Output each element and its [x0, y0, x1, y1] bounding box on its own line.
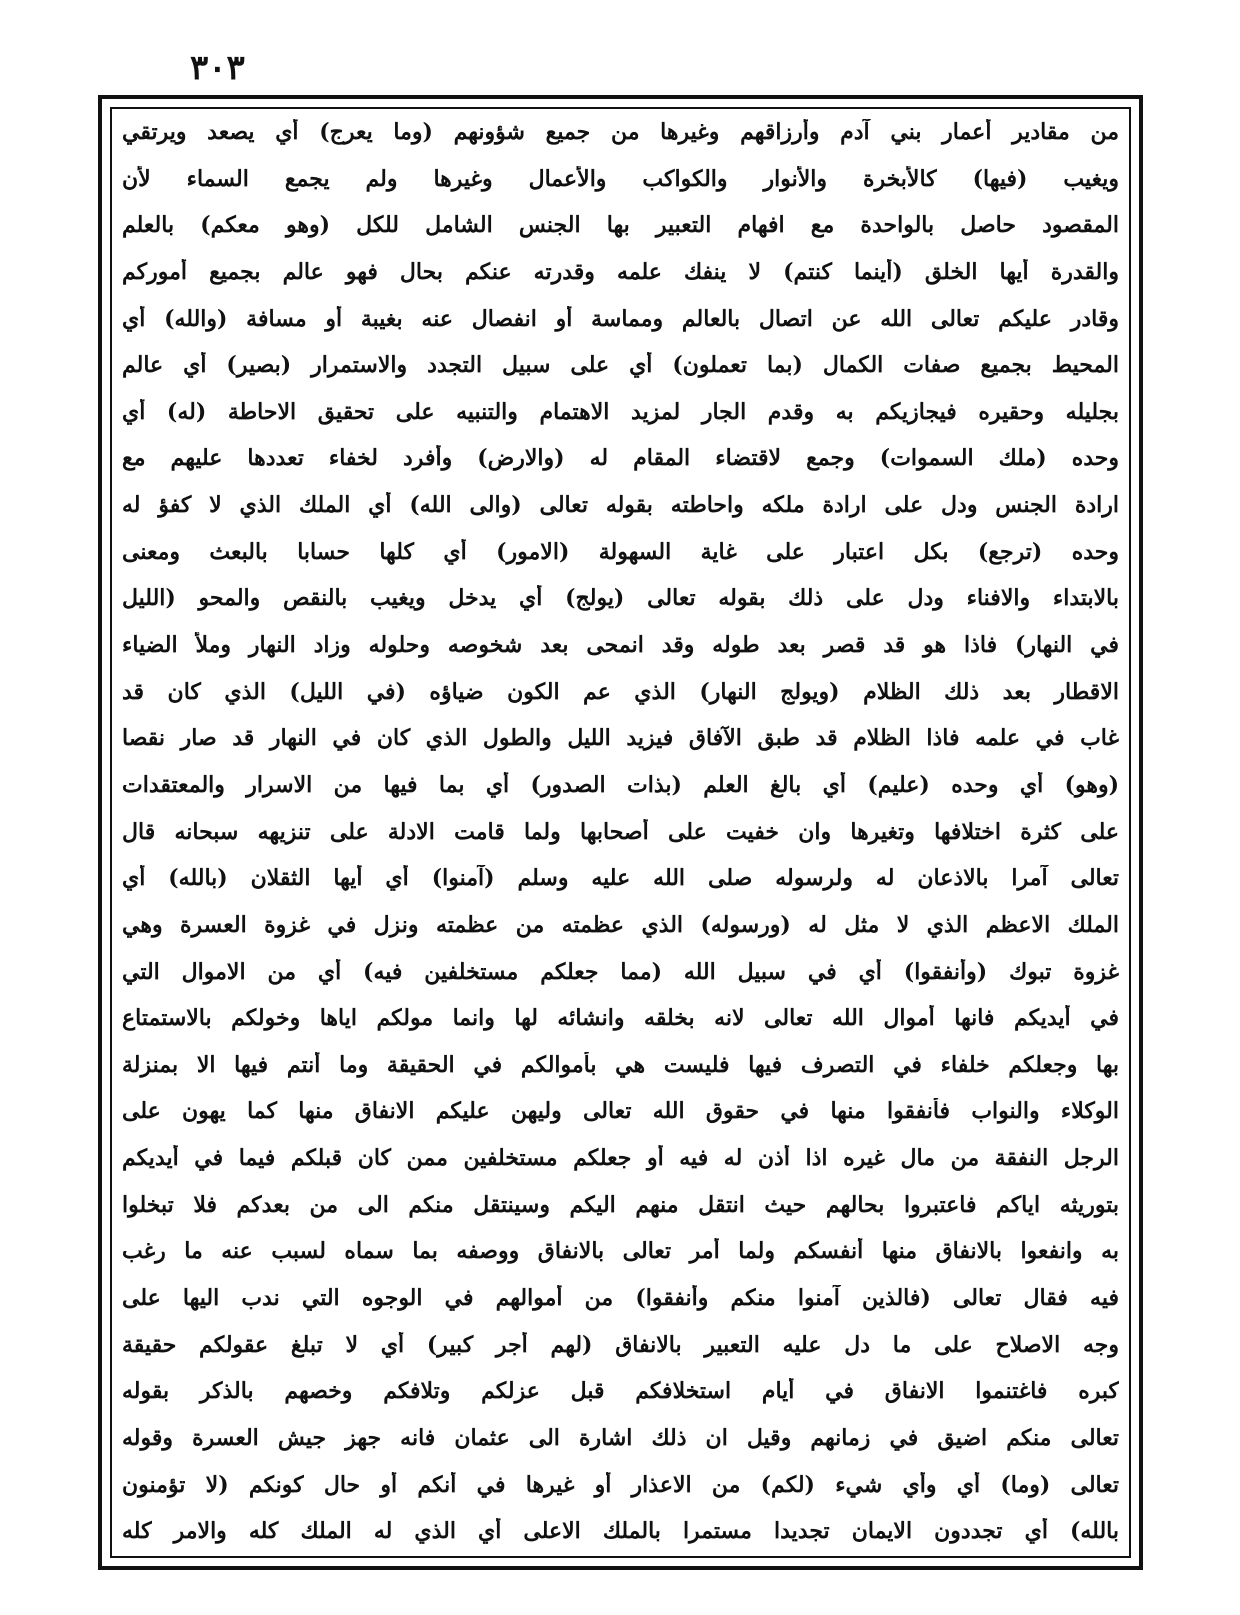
text-line: الرجل النفقة من مال غيره اذا أذن له فيه أو جعلكم مستخلفين ممن كان قبلكم فيما في أيديكم	[122, 1145, 1119, 1172]
text-line: وجه الاصلاح على ما دل عليه التعبير بالانفاق (لهم أجر كبير) أي لا تبلغ عقولكم حقيقة	[122, 1331, 1119, 1358]
text-line: وحده (ترجع) بكل اعتبار على غاية السهولة (الامور) أي كلها حسابا بالبعث ومعنى	[122, 538, 1119, 565]
text-line: بجليله وحقيره فيجازيكم به وقدم الجار لمزيد الاهتمام والتنبيه على تحقيق الاحاطة (له) أي	[122, 398, 1119, 425]
text-line: من مقادير أعمار بني آدم وأرزاقهم وغيرها من جميع شؤونهم (وما يعرج) أي يصعد ويرتقي	[122, 119, 1119, 145]
text-line: تعالى آمرا بالاذعان له ولرسوله صلى الله عليه وسلم (آمنوا) أي أيها الثقلان (بالله) أي	[122, 865, 1119, 892]
text-line: تعالى (وما) أي وأي شيء (لكم) من الاعذار أو غيرها في أنكم أو حال كونكم (لا تؤمنون	[122, 1471, 1119, 1498]
page-number: ٣٠٣	[190, 48, 245, 88]
text-line: الوكلاء والنواب فأنفقوا منها في حقوق الله تعالى وليهن عليكم الانفاق منها كما يهون على	[122, 1098, 1119, 1125]
text-line: على كثرة اختلافها وتغيرها وان خفيت على أصحابها ولما قامت الادلة على تنزيهه سبحانه قال	[122, 818, 1119, 845]
text-line: المقصود حاصل بالواحدة مع افهام التعبير بها الجنس الشامل للكل (وهو معكم) بالعلم	[122, 212, 1119, 239]
text-line: بالله) أي تجددون الايمان تجديدا مستمرا بالملك الاعلى أي الذي له الملك كله والامر كله	[122, 1518, 1119, 1545]
text-line: الاقطار بعد ذلك الظلام (ويولج النهار) الذي عم الكون ضياؤه (في الليل) الذي كان قد	[122, 678, 1119, 705]
text-line: بالابتداء والافناء ودل على ذلك بقوله تعالى (يولج) أي يدخل ويغيب بالنقص والمحو (الليل	[122, 585, 1119, 612]
text-line: غزوة تبوك (وأنفقوا) أي في سبيل الله (مما جعلكم مستخلفين فيه) أي من الاموال التي	[122, 958, 1119, 985]
text-line: وحده (ملك السموات) وجمع لاقتضاء المقام له (والارض) وأفرد لخفاء تعددها عليهم مع	[122, 445, 1119, 472]
text-line: الملك الاعظم الذي لا مثل له (ورسوله) الذي عظمته من عظمته ونزل في غزوة العسرة وهي	[122, 911, 1119, 938]
text-line: (وهو) أي وحده (عليم) أي بالغ العلم (بذات الصدور) أي بما فيها من الاسرار والمعتقدات	[122, 771, 1119, 798]
text-line: تعالى منكم اضيق في زمانهم وقيل ان ذلك اشارة الى عثمان فانه جهز جيش العسرة وقوله	[122, 1424, 1119, 1451]
text-line: ارادة الجنس ودل على ارادة ملكه واحاطته بقوله تعالى (والى الله) أي الملك الذي لا كفؤ له	[122, 492, 1119, 519]
text-line: وقادر عليكم تعالى الله عن اتصال بالعالم ومماسة أو انفصال عنه بغيبة أو مسافة (والله) أي	[122, 305, 1119, 332]
text-line: والقدرة أيها الخلق (أينما كنتم) لا ينفك علمه وقدرته عنكم بحال فهو عالم بجميع أموركم	[122, 258, 1119, 285]
page-frame-outer	[98, 95, 1143, 1570]
text-line: غاب في علمه فاذا الظلام قد طبق الآفاق فيزيد الليل والطول الذي كان في النهار قد صار نقصا	[122, 725, 1119, 752]
text-line: ويغيب (فيها) كالأبخرة والأنوار والكواكب والأعمال وغيرها ولم يجمع السماء لأن	[122, 165, 1119, 192]
text-line: به وانفعوا بالانفاق منها أنفسكم ولما أمر تعالى بالانفاق ووصفه بما سماه لسبب عنه ما رغب	[122, 1238, 1119, 1265]
text-line: في النهار) فاذا هو قد قصر بعد طوله وقد انمحى بعد شخوصه وحلوله وزاد النهار وملأ الضياء	[122, 632, 1119, 659]
text-line: بتوريثه اياكم فاعتبروا بحالهم حيث انتقل منهم اليكم وسينتقل منكم الى من بعدكم فلا تبخلوا	[122, 1191, 1119, 1218]
page-frame-inner	[110, 107, 1131, 1558]
text-line: كبره فاغتنموا الانفاق في أيام استخلافكم قبل عزلكم وتلافكم وخصهم بالذكر بقوله	[122, 1378, 1119, 1405]
text-line: بها وجعلكم خلفاء في التصرف فيها فليست هي بأموالكم في الحقيقة وما أنتم فيها الا بمنزلة	[122, 1051, 1119, 1078]
text-line: في أيديكم فانها أموال الله تعالى لانه بخلقه وانشائه لها وانما مولكم اياها وخولكم بالاستمتاع	[122, 1005, 1119, 1032]
text-block	[122, 119, 1119, 1546]
text-line: فيه فقال تعالى (فالذين آمنوا منكم وأنفقوا) من أموالهم في الوجوه التي ندب اليها على	[122, 1285, 1119, 1312]
text-line: المحيط بجميع صفات الكمال (بما تعملون) أي على سبيل التجدد والاستمرار (بصير) أي عالم	[122, 352, 1119, 379]
